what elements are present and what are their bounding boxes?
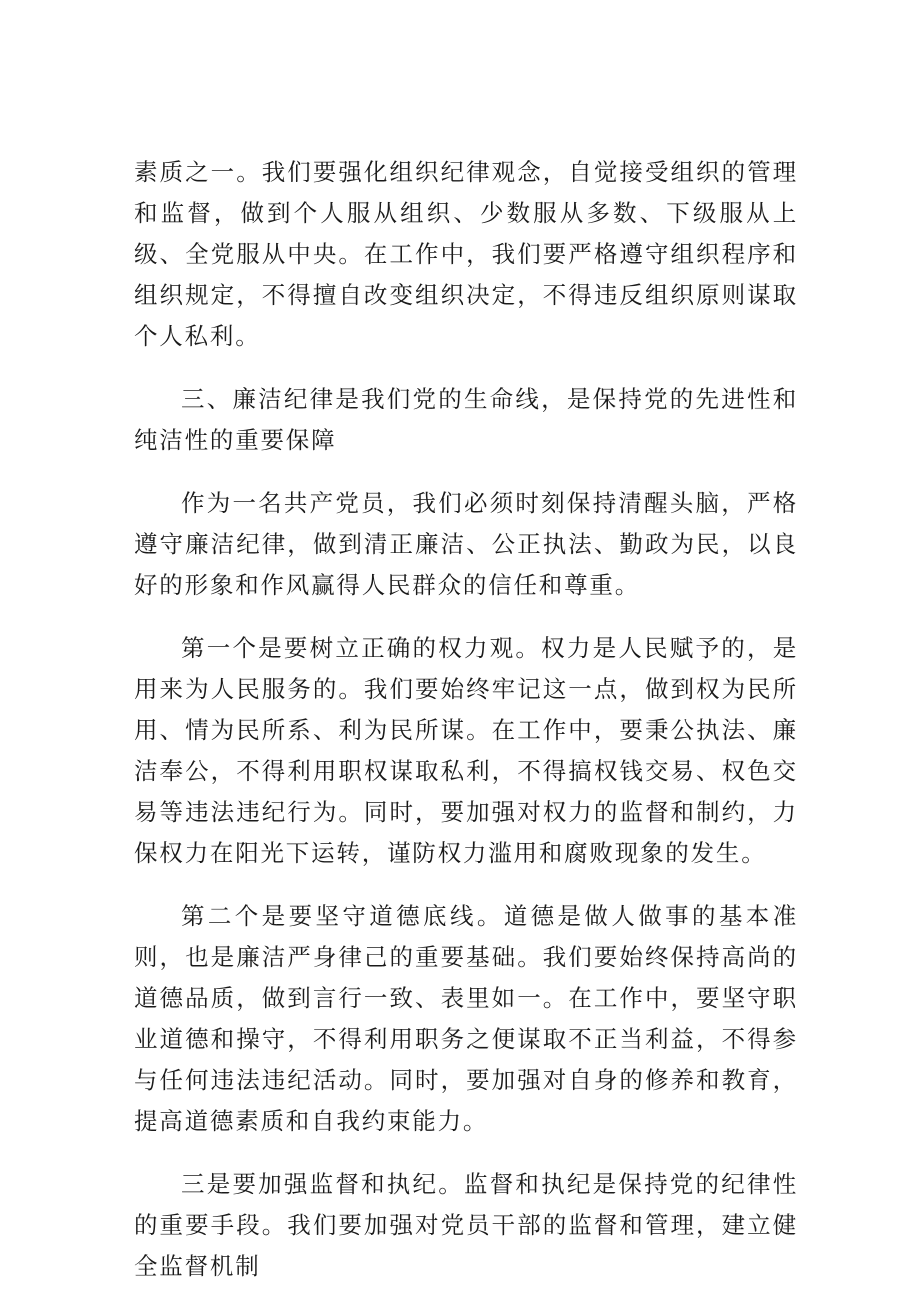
paragraph-intro: 作为一名共产党员，我们必须时刻保持清醒头脑，严格遵守廉洁纪律，做到清正廉洁、公正执法、勤政为民，以良好的形象和作风赢得人民群众的信任和尊重。 — [134, 489, 798, 599]
document-body — [134, 152, 798, 1309]
section-heading-3: 三、廉洁纪律是我们党的生命线，是保持党的先进性和纯洁性的重要保障 — [134, 385, 798, 454]
paragraph-point-3: 三是要加强监督和执纪。监督和执纪是保持党的纪律性的重要手段。我们要加强对党员干部的监督和管理，建立健全监督机制 — [134, 1170, 798, 1280]
paragraph-continuation: 素质之一。我们要强化组织纪律观念，自觉接受组织的管理和监督，做到个人服从组织、少数服从多数、下级服从上级、全党服从中央。在工作中，我们要严格遵守组织程序和组织规定，不得擅自改变组织决定，不得违反组织原则谋取个人私利。 — [134, 158, 798, 350]
paragraph-point-2: 第二个是要坚守道德底线。道德是做人做事的基本准则，也是廉洁严身律己的重要基础。我们要始终保持高尚的道德品质，做到言行一致、表里如一。在工作中，要坚守职业道德和操守，不得利用职务之便谋取不正当利益，不得参与任何违法违纪活动。同时，要加强对自身的修养和教育，提高道德素质和自我约束能力。 — [134, 902, 798, 1135]
paragraph-point-1: 第一个是要树立正确的权力观。权力是人民赋予的，是用来为人民服务的。我们要始终牢记这一点，做到权为民所用、情为民所系、利为民所谋。在工作中，要秉公执法、廉洁奉公，不得利用职权谋取私利，不得搞权钱交易、权色交易等违法违纪行为。同时，要加强对权力的监督和制约，力保权力在阳光下运转，谨防权力滥用和腐败现象的发生。 — [134, 634, 798, 867]
